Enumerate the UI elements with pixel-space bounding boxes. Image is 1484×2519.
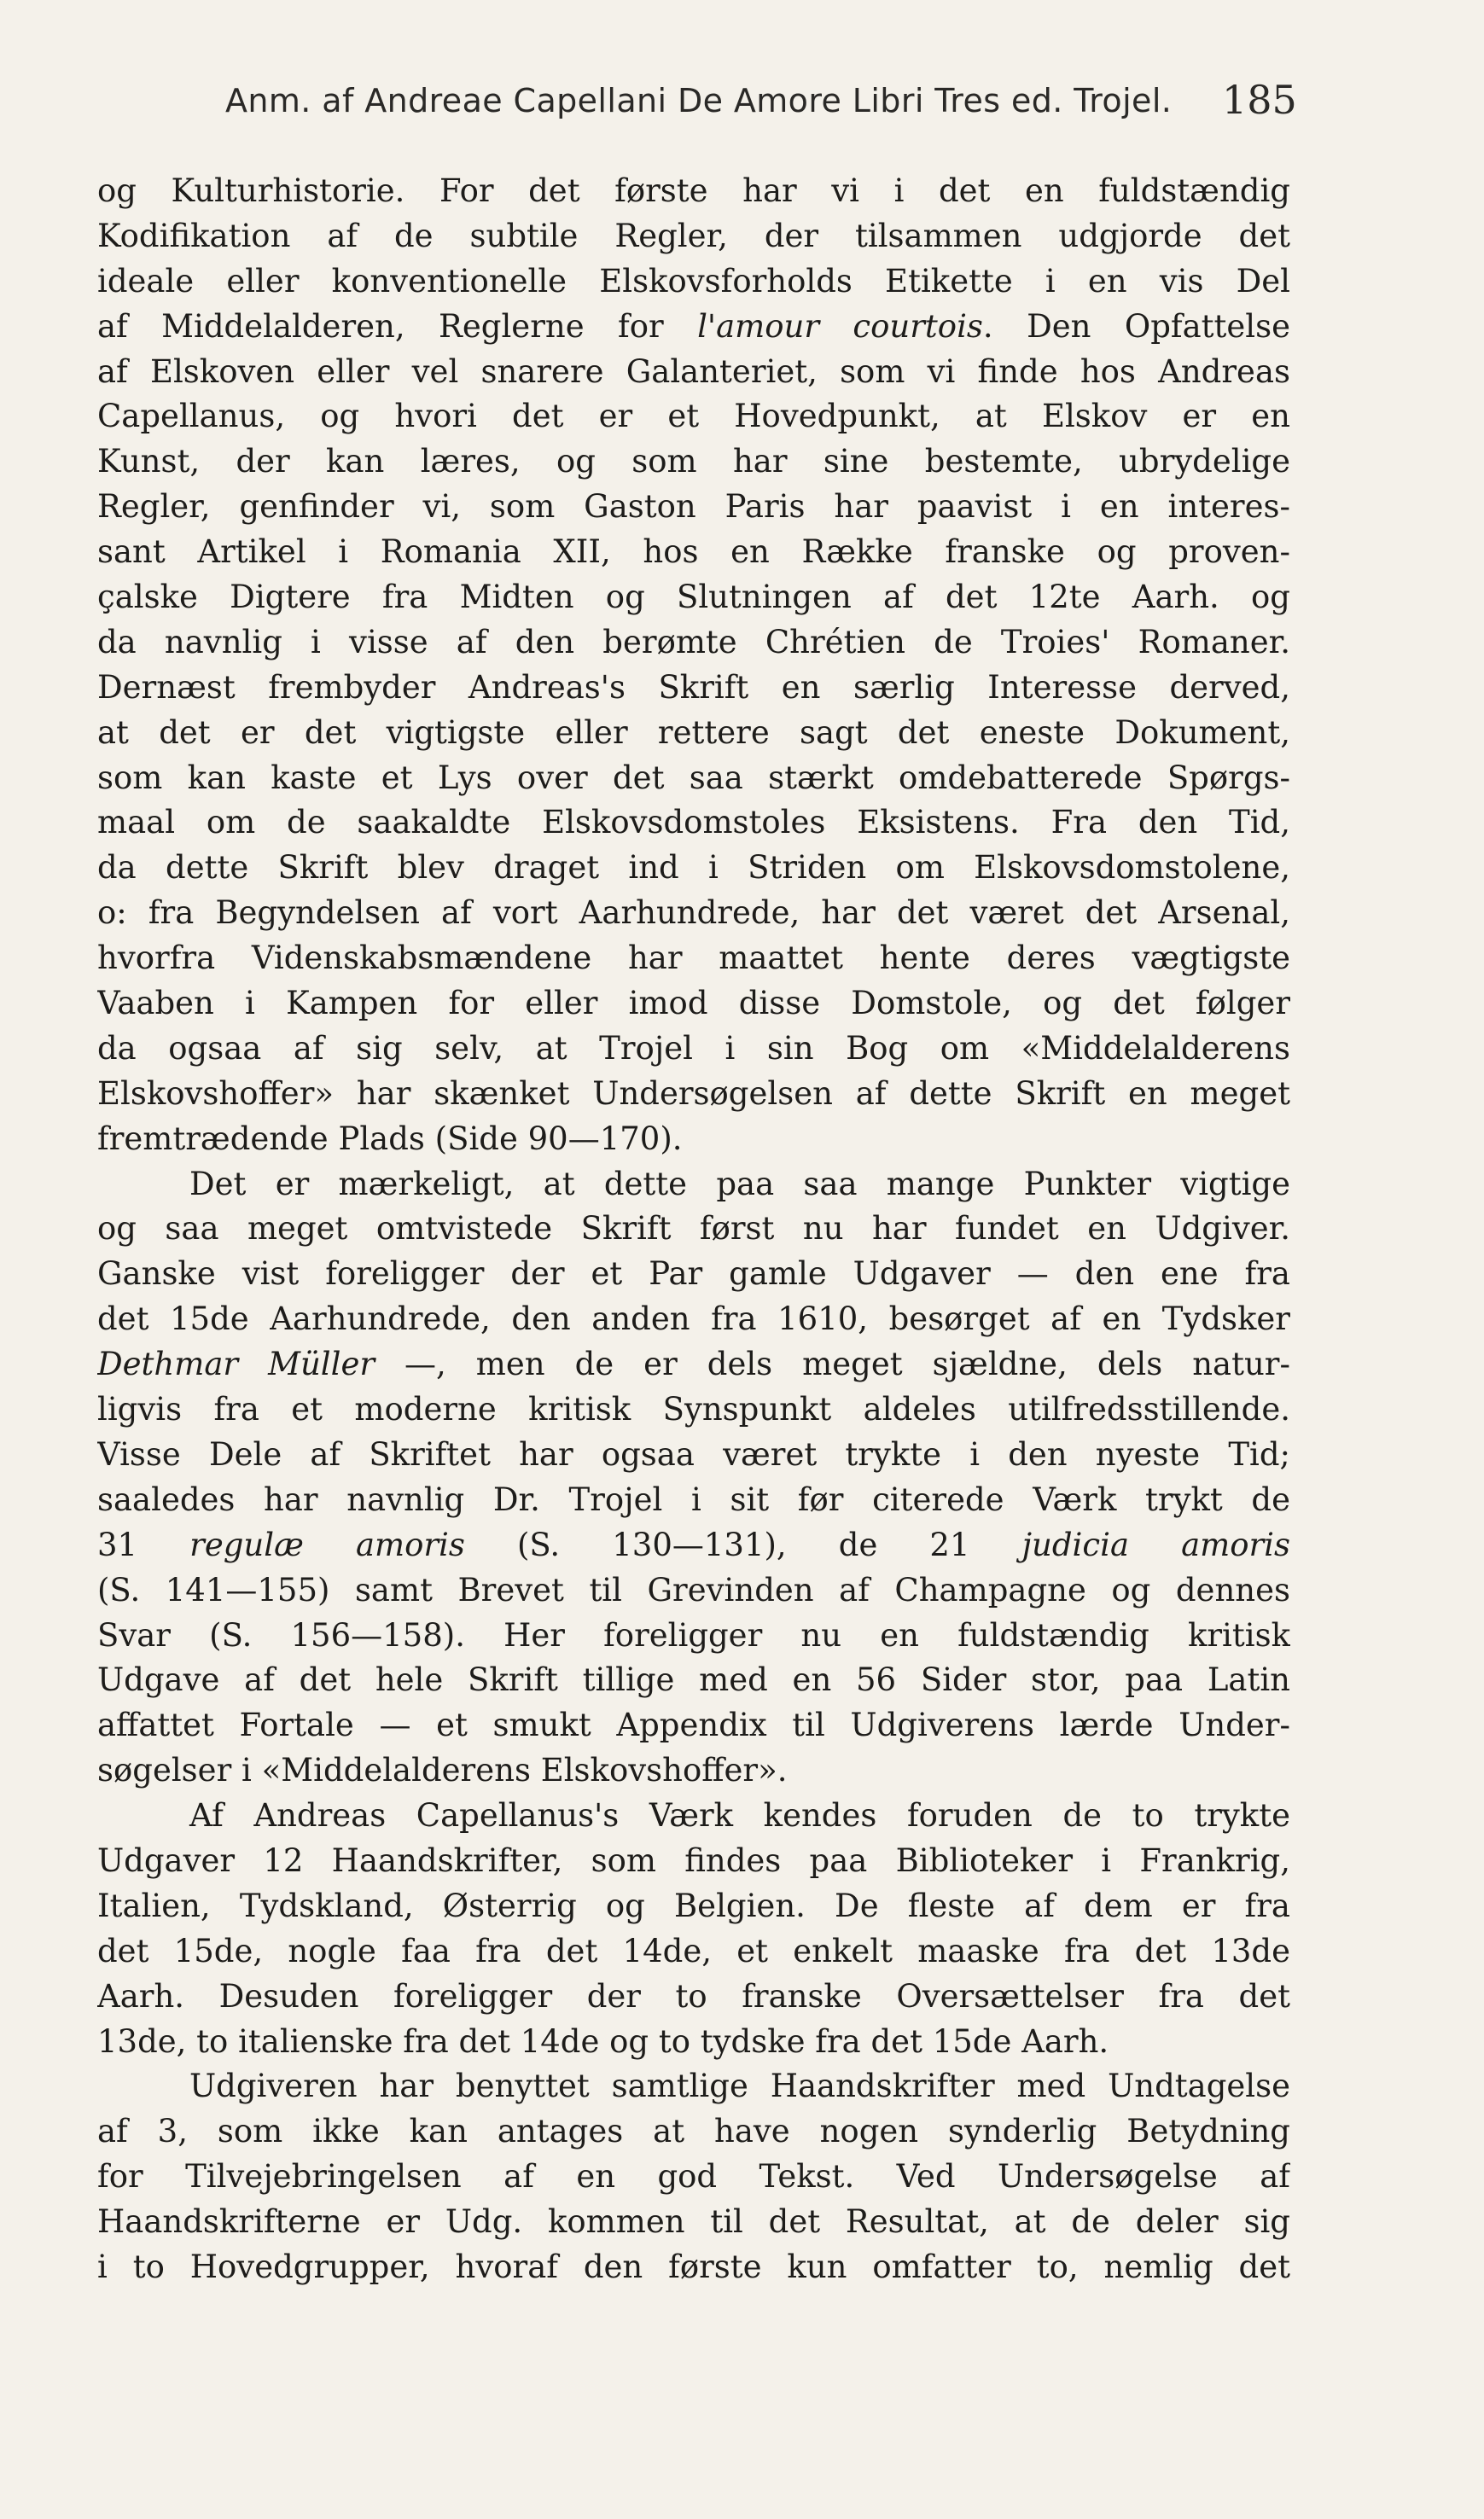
text-line: fremtrædende Plads (Side 90—170). <box>97 1120 683 1157</box>
text-line: Capellanus, og hvori det er et Hovedpunkt, at Elskov er en <box>97 398 1290 435</box>
text-run: af Middelalderen, Reglerne for <box>97 307 698 345</box>
text-line <box>97 1342 1290 1387</box>
text-line: og saa meget omtvistede Skrift først nu har fundet en Udgiver. <box>97 1210 1290 1248</box>
running-head <box>0 73 1484 133</box>
text-line: Kunst, der kan læres, og som har sine bestemte, ubrydelige <box>97 443 1290 480</box>
text-line: Udgave af det hele Skrift tillige med en 56 Sider stor, paa Latin <box>97 1661 1290 1699</box>
text-line: saaledes har navnlig Dr. Trojel i sit før citerede Værk trykt de <box>97 1481 1290 1518</box>
text-line: Vaaben i Kampen for eller imod disse Domstole, og det følger <box>97 985 1290 1022</box>
text-line: af 3, som ikke kan antages at have nogen synderlig Betydning <box>97 2113 1290 2150</box>
text-line: o: fra Begyndelsen af vort Aarhundrede, har det været det Arsenal, <box>97 894 1290 932</box>
text-line: det 15de, nogle faa fra det 14de, et enkelt maaske fra det 13de <box>97 1932 1290 1969</box>
text-line: 13de, to italienske fra det 14de og to tydske fra det 15de Aarh. <box>97 2022 1109 2060</box>
text-line: Det er mærkeligt, at dette paa saa mange Punkter vigtige <box>189 1165 1290 1202</box>
text-line: da navnlig i visse af den berømte Chrétien de Troies' Romaner. <box>97 623 1290 660</box>
text-line: Af Andreas Capellanus's Værk kendes foruden de to trykte <box>189 1797 1290 1835</box>
text-line: Elskovshoffer» har skænket Undersøgelsen af dette Skrift en meget <box>97 1074 1290 1112</box>
text-line: maal om de saakaldte Elskovsdomstoles Eksistens. Fra den Tid, <box>97 804 1290 841</box>
body-text <box>97 169 1290 2290</box>
text-run: —, men de er dels meget sjældne, dels natur- <box>375 1346 1290 1383</box>
text-line: affattet Fortale — et smukt Appendix til Udgiverens lærde Under- <box>97 1707 1290 1744</box>
text-line: af Elskoven eller vel snarere Galanteriet, som vi finde hos Andreas <box>97 352 1290 390</box>
text-line: Svar (S. 156—158). Her foreligger nu en fuldstændig kritisk <box>97 1616 1290 1654</box>
text-line: da dette Skrift blev draget ind i Striden om Elskovsdomstolene, <box>97 849 1290 887</box>
text-line: ideale eller konventionelle Elskovsforholds Etikette i en vis Del <box>97 262 1290 300</box>
text-line: çalske Digtere fra Midten og Slutningen af det 12te Aarh. og <box>97 579 1290 616</box>
text-line: Ganske vist foreligger der et Par gamle Udgaver — den ene fra <box>97 1255 1290 1293</box>
text-line: Visse Dele af Skriftet har ogsaa været trykte i den nyeste Tid; <box>97 1435 1290 1473</box>
text-line: Haandskrifterne er Udg. kommen til det Resultat, at de deler sig <box>97 2203 1290 2241</box>
text-run: (S. 130—131), de 21 <box>464 1526 1022 1563</box>
text-run: 31 <box>97 1526 190 1563</box>
text-line: (S. 141—155) samt Brevet til Grevinden af Champagne og dennes <box>97 1571 1290 1609</box>
text-line: hvorfra Videnskabsmændene har maattet hente deres vægtigste <box>97 940 1290 977</box>
text-line: ligvis fra et moderne kritisk Synspunkt aldeles utilfredsstillende. <box>97 1391 1290 1428</box>
text-line: det 15de Aarhundrede, den anden fra 1610, besørget af en Tydsker <box>97 1300 1290 1338</box>
text-line <box>97 1523 1290 1568</box>
text-line: og Kulturhistorie. For det første har vi i det en fuldstændig <box>97 172 1290 209</box>
text-line: sant Artikel i Romania XII, hos en Række franske og proven- <box>97 533 1290 571</box>
italic-run: Dethmar Müller <box>97 1346 375 1383</box>
text-line: for Tilvejebringelsen af en god Tekst. Ved Undersøgelse af <box>97 2158 1290 2196</box>
text-line: at det er det vigtigste eller rettere sagt det eneste Dokument, <box>97 713 1290 751</box>
text-line: Kodifikation af de subtile Regler, der tilsammen udgjorde det <box>97 217 1290 254</box>
text-line: Dernæst frembyder Andreas's Skrift en særlig Interesse derved, <box>97 668 1290 706</box>
running-head-title: Anm. af Andreae Capellani De Amore Libri Tres ed. Trojel. <box>225 82 1173 119</box>
text-line: i to Hovedgrupper, hvoraf den første kun omfatter to, nemlig det <box>97 2248 1290 2285</box>
text-line: Aarh. Desuden foreligger der to franske Oversættelser fra det <box>97 1977 1290 2015</box>
italic-run: l'amour courtois <box>697 307 983 345</box>
text-line: som kan kaste et Lys over det saa stærkt omdebatterede Spørgs- <box>97 759 1290 796</box>
text-line: Italien, Tydskland, Østerrig og Belgien. De fleste af dem er fra <box>97 1887 1290 1924</box>
text-line: da ogsaa af sig selv, at Trojel i sin Bog om «Middelalderens <box>97 1029 1290 1067</box>
page-number: 185 <box>1222 77 1297 123</box>
text-line: Regler, genfinder vi, som Gaston Paris har paavist i en interes- <box>97 488 1290 526</box>
text-line: Udgiveren har benyttet samtlige Haandskrifter med Undtagelse <box>189 2068 1290 2105</box>
text-line: Udgaver 12 Haandskrifter, som findes paa Biblioteker i Frankrig, <box>97 1841 1290 1879</box>
text-line <box>97 305 1290 350</box>
text-run: . Den Opfattelse <box>982 307 1290 345</box>
italic-run: judicia amoris <box>1021 1526 1290 1563</box>
italic-run: regulæ amoris <box>189 1526 465 1563</box>
text-line: søgelser i «Middelalderens Elskovshoffer». <box>97 1752 788 1789</box>
